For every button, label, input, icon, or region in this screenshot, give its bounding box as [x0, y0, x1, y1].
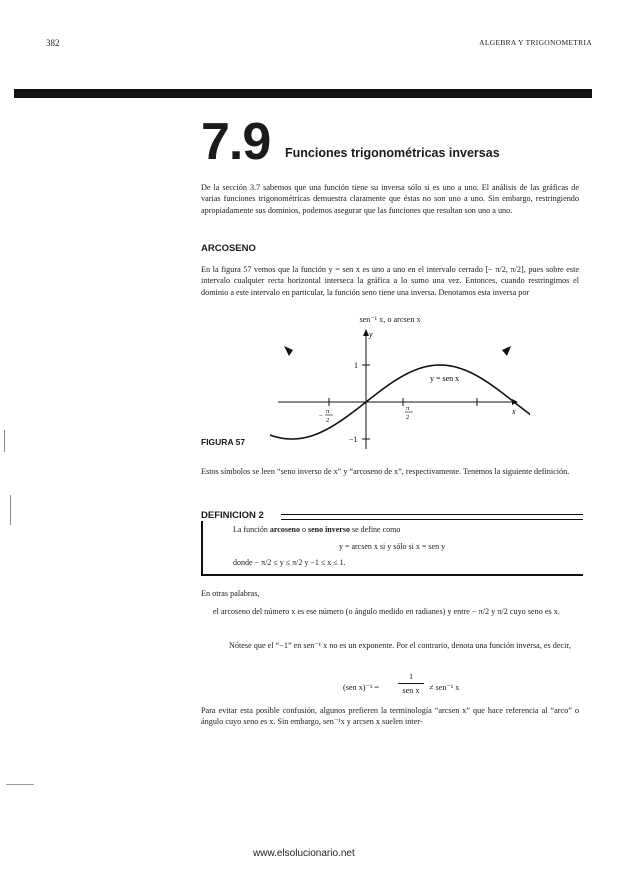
header-rule: [14, 89, 592, 98]
definition-line-2: y = arcsen x si y sólo si x = sen y: [338, 542, 446, 551]
tick-neg-half-pi-num: π: [326, 408, 330, 415]
equation-block: [201, 670, 579, 700]
equation-lhs: (sen x)⁻¹ =: [343, 683, 379, 692]
tick-label-one: 1: [354, 361, 358, 370]
symbols-paragraph: Estos símbolos se leen “seno inverso de x” y “arcoseno de x”, respectivamente. Tenemos la siguiente definición.: [201, 467, 570, 476]
in-other-words: En otras palabras,: [201, 589, 260, 598]
footer-url: www.elsolucionario.net: [253, 848, 355, 859]
tick-half-pi-den: 2: [406, 414, 410, 421]
curve-left-arrow: [284, 346, 293, 356]
tick-neg-half-pi-den: 2: [326, 417, 330, 424]
statement-paragraph: el arcoseno del número x es ese número (o ángulo medido en radianes) y entre − π/2 y π/2 cuyo seno es x.: [213, 607, 560, 616]
equation-fraction-bar: [398, 683, 424, 684]
curve-right-arrow: [502, 346, 511, 356]
definition-line-1: [233, 525, 400, 534]
running-title: ALGEBRA Y TRIGONOMETRIA: [479, 38, 592, 47]
y-axis-label: y: [369, 330, 373, 339]
margin-mark: [6, 784, 34, 785]
arcsine-heading: ARCOSENO: [201, 243, 256, 254]
tick-neg-sign: −: [319, 412, 323, 420]
arcsine-paragraph: En la figura 57 vemos que la función y = sen x es uno a uno en el intervalo cerrado [− π/2, π/2], pues sobre este intervalo cualquier recta horizontal interseca la gráfica a lo sumo una vez. Entonces, cuando restringimos el dominio a este intervalo en particular, la función seno tiene una inversa. Denotamos esta inversa por: [201, 265, 579, 297]
section-number: 7.9: [201, 113, 271, 171]
x-axis-label: x: [512, 407, 516, 416]
definition-term-arcoseno: arcoseno: [269, 525, 300, 534]
definition-title: DEFINICION 2: [201, 510, 267, 521]
definition-bottom-rule: [201, 574, 583, 576]
figure-label: FIGURA 57: [201, 437, 246, 447]
definition-box: [201, 510, 583, 576]
tick-half-pi-num: π: [406, 405, 410, 412]
definition-line-1-prefix: La función: [233, 525, 270, 534]
section-title: Funciones trigonométricas inversas: [285, 146, 500, 160]
definition-line-1-mid: o: [299, 525, 308, 534]
note-paragraph: Nótese que el “−1” en sen⁻¹ x no es un exponente. Por el contrario, denota una función inversa, es decir,: [229, 641, 571, 650]
definition-term-seno-inverso: seno inverso: [307, 525, 350, 534]
curve-label: y = sen x: [430, 374, 460, 383]
definition-top-rule: [281, 514, 583, 520]
definition-line-3: donde − π/2 ≤ y ≤ π/2 y −1 ≤ x ≤ 1.: [233, 558, 346, 567]
notation-line: sen⁻¹ x, o arcsen x: [359, 315, 421, 324]
tick-label-neg-one: −1: [349, 435, 358, 444]
margin-mark: [4, 430, 5, 452]
definition-line-1-suffix: se define como: [349, 525, 401, 534]
equation-numerator: 1: [408, 672, 414, 681]
sine-graph-figure: [270, 324, 530, 454]
equation-rhs: ≠ sen⁻¹ x: [429, 683, 460, 692]
margin-mark: [10, 495, 11, 525]
intro-paragraph: De la sección 3.7 sabemos que una función tiene su inversa sólo si es uno a uno. El análisis de las gráficas de varias funciones trigonométricas demuestra claramente que éstas no son uno a uno. Sin embargo, restringiendo apropiadamente sus dominios, podemos asegurar que las funciones que resultan son uno a uno.: [201, 183, 579, 215]
final-paragraph: Para evitar esta posible confusión, algunos prefieren la terminología “arcsen x” que hace referencia al “arco” o ángulo cuyo seno es x. Sin embargo, sen⁻¹x y arcsen x suelen inter-: [201, 706, 579, 727]
page-number: 382: [46, 38, 60, 48]
equation-denominator: sen x: [402, 686, 420, 695]
